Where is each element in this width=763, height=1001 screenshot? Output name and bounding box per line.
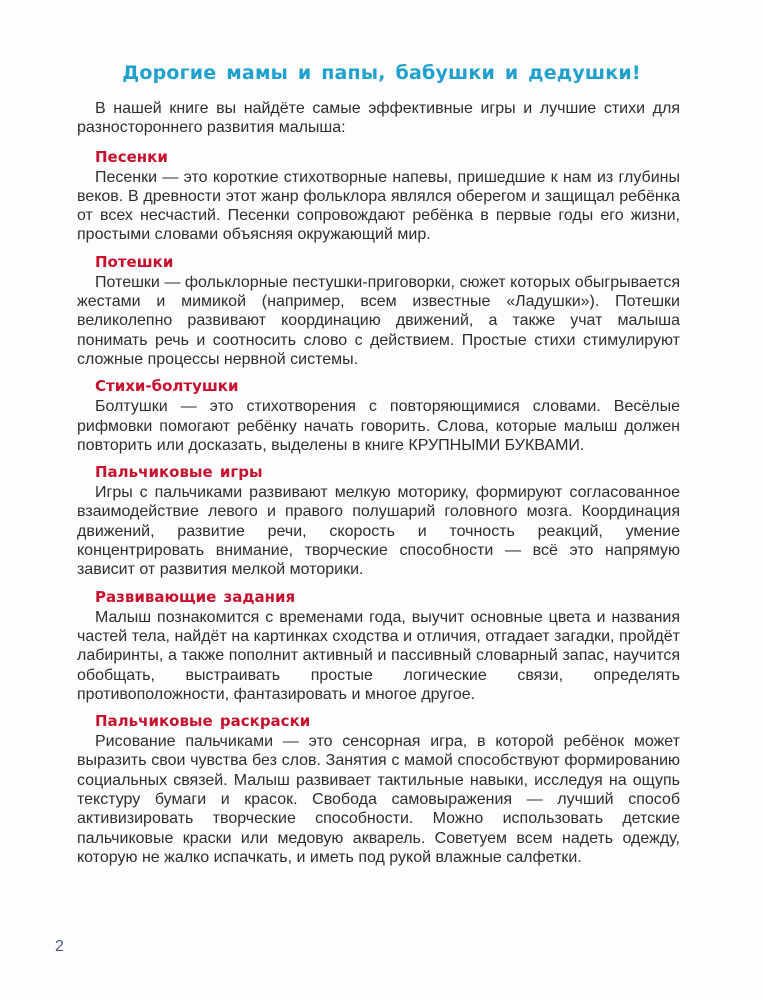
intro-paragraph: В нашей книге вы найдёте самые эффективные игры и лучшие стихи для разностороннего развития малыша: <box>77 100 680 137</box>
section-heading: Песенки <box>95 147 168 166</box>
section-finger-games <box>77 463 680 579</box>
section-text: Игры с пальчиками развивают мелкую моторику, формируют согласованное взаимодействие левого и правого полушарий головного мозга. Координация движений, развитие речи, скорость и точность реакций, умение концентрировать внимание, творческие способности — всё это напрямую зависит от развития мелкой моторики. <box>77 484 680 579</box>
section-pesenki <box>77 148 680 245</box>
page-title: Дорогие мамы и папы, бабушки и дедушки! <box>122 62 641 84</box>
section-text: Рисование пальчиками — это сенсорная игра, в которой ребёнок может выразить свои чувства без слов. Занятия с мамой способствуют формированию социальных связей. Малыш развивает тактильные навыки, исследуя на ощупь текстуру бумаги и красок. Свобода самовыражения — лучший способ активизировать творческие способности. Можно использовать детские пальчиковые краски или медовую акварель. Советуем всем надеть одежду, которую не жалко испачкать, и иметь под рукой влажные салфетки. <box>77 733 680 866</box>
section-poteshki <box>77 253 680 369</box>
page-content <box>77 99 680 875</box>
section-heading: Пальчиковые игры <box>95 463 263 482</box>
section-stikhi-boltushki <box>77 377 680 455</box>
section-heading: Пальчиковые раскраски <box>95 712 311 731</box>
section-text: Малыш познакомится с временами года, выучит основные цвета и названия частей тела, найдёт на картинках сходства и отличия, отгадает загадки, пройдёт лабиринты, а также пополнит активный и пассивный словарный запас, научится обобщать, выстраивать простые логические связи, определять противоположности, фантазировать и многое другое. <box>77 608 680 703</box>
section-finger-coloring <box>77 712 680 867</box>
section-heading: Потешки <box>95 252 174 271</box>
section-heading: Стихи-болтушки <box>95 377 239 396</box>
section-developmental-tasks <box>77 588 680 704</box>
section-text: Песенки — это короткие стихотворные напевы, пришедшие к нам из глубины веков. В древности этот жанр фольклора являлся оберегом и защищал ребёнка от всех несчастий. Песенки сопровождают ребёнка в первые годы его жизни, простыми словами объясняя окружающий мир. <box>77 168 680 244</box>
section-text: Болтушки — это стихотворения с повторяющимися словами. Весёлые рифмовки помогают ребёнку начать говорить. Слова, которые малыш должен повторить или досказать, выделены в книге КРУПНЫМИ БУКВАМИ. <box>77 398 680 454</box>
section-text: Потешки — фольклорные пестушки-приговорки, сюжет которых обыгрывается жестами и мимикой (например, всем известные «Ладушки»). Потешки великолепно развивают координацию движений, а также учат малыша понимать речь и соотносить слово с действием. Простые стихи стимулируют сложные процессы нервной системы. <box>77 273 680 368</box>
section-heading: Развивающие задания <box>95 587 296 606</box>
page-number: 2 <box>55 938 64 955</box>
